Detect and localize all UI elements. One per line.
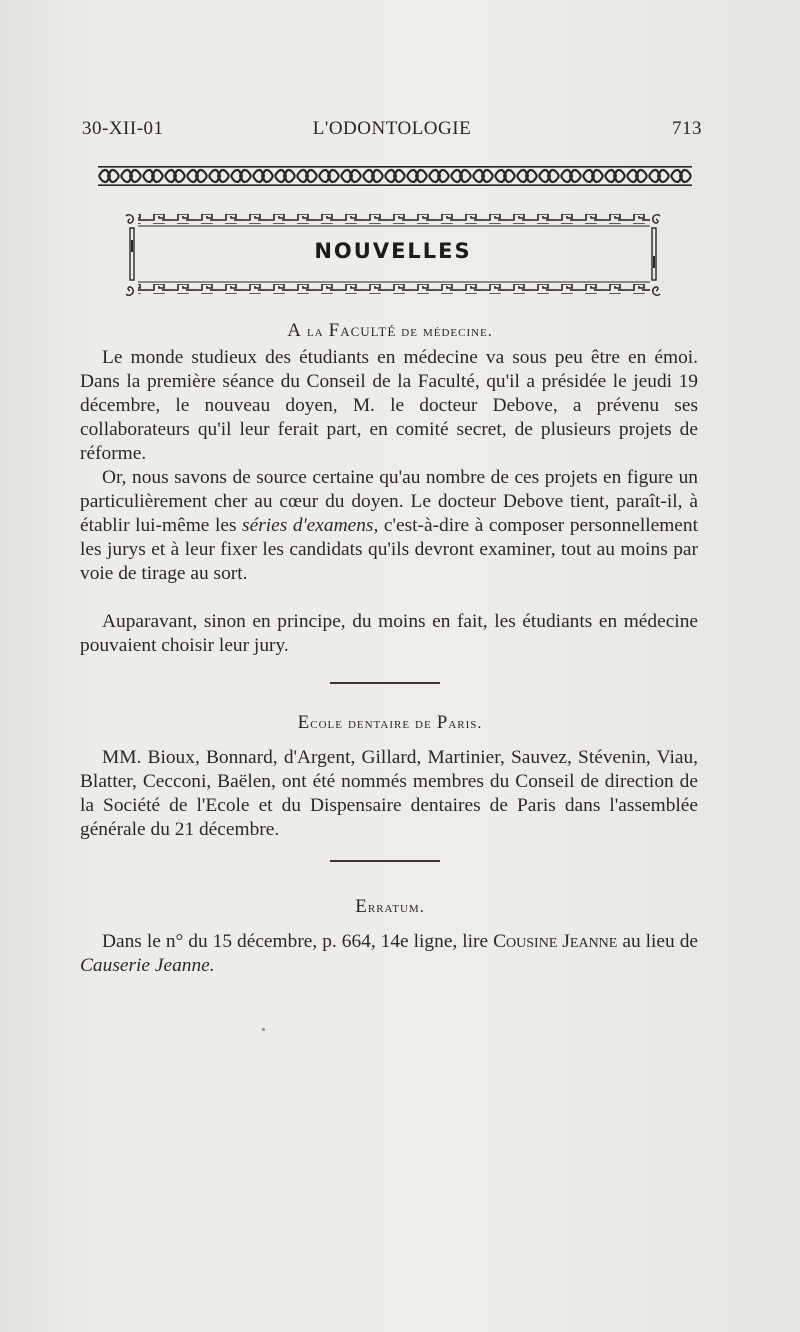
- section-title-part: A: [287, 320, 302, 341]
- section-title-part: rratum.: [367, 899, 425, 916]
- header-page-number: 713: [672, 118, 702, 139]
- rubric-title-frame: [124, 212, 662, 298]
- paragraph-italic: séries d'examens: [242, 515, 374, 536]
- rubric-title: NOUVELLES: [314, 239, 472, 263]
- paragraph-italic: Causerie Jeanne.: [80, 955, 215, 976]
- paragraph-text: au lieu de: [617, 931, 699, 952]
- section-title-part: la: [306, 323, 324, 340]
- section-title-part: Faculté: [328, 320, 397, 341]
- section-divider: [330, 682, 440, 684]
- running-header: [82, 118, 702, 144]
- paragraph-faculte-3: Auparavant, sinon en principe, du moins en fait, les étudiants en médecine pouvaient choisir leur jury.: [80, 611, 698, 656]
- ornament-band: [98, 166, 692, 186]
- paragraph-text: , c'est-à-dire à composer personnellement les jurys et à leur fixer les candidats qu'ils devront examiner, tout au moins par voie de tirage au sort.: [80, 515, 698, 584]
- paragraph-text: Or, nous savons de source certaine qu'au nombre de ces projets en figure un particulièrement cher au cœur du doyen. Le docteur Debove tient, paraît-il, à établir lui-même les: [80, 467, 698, 536]
- section-title-erratum: [80, 896, 700, 918]
- paragraph-faculte-2: [80, 466, 698, 586]
- section-title-part: E: [355, 896, 368, 917]
- paragraph-smallcaps: Cousine Jeanne: [493, 931, 618, 952]
- paragraph-text: Dans le n° du 15 décembre, p. 664, 14e ligne, lire: [102, 931, 494, 952]
- paragraph-faculte-1: Le monde studieux des étudiants en médecine va sous peu être en émoi. Dans la première séance du Conseil de la Faculté, qu'il a présidée le jeudi 19 décembre, le nouveau doyen, M. le docteur Debove, a prévenu ses collaborateurs qu'il leur ferait part, en comité secret, de plusieurs projets de réforme.: [80, 347, 698, 464]
- header-journal-title: L'ODONTOLOGIE: [312, 118, 472, 139]
- paragraph-erratum: [80, 930, 698, 978]
- section-title-part: cole dentaire de: [310, 715, 437, 732]
- section-title-part: de médecine.: [401, 323, 493, 340]
- paragraph-ecole: MM. Bioux, Bonnard, d'Argent, Gillard, Martinier, Sauvez, Stévenin, Viau, Blatter, Cecconi, Baëlen, ont été nommés membres du Conseil de direction de la Société de l'Ecole et du Dispensaire dentaires de Paris dans l'assemblée générale du 21 décembre.: [80, 747, 698, 840]
- section-title-part: aris.: [448, 715, 483, 732]
- section-divider: [330, 860, 440, 862]
- section-title-part: P: [436, 712, 449, 733]
- section-title-ecole: [80, 712, 700, 734]
- section-title-faculte: [80, 320, 700, 342]
- ink-speck: [262, 1028, 265, 1031]
- section-title-part: E: [297, 712, 311, 733]
- header-date: 30-XII-01: [82, 118, 164, 139]
